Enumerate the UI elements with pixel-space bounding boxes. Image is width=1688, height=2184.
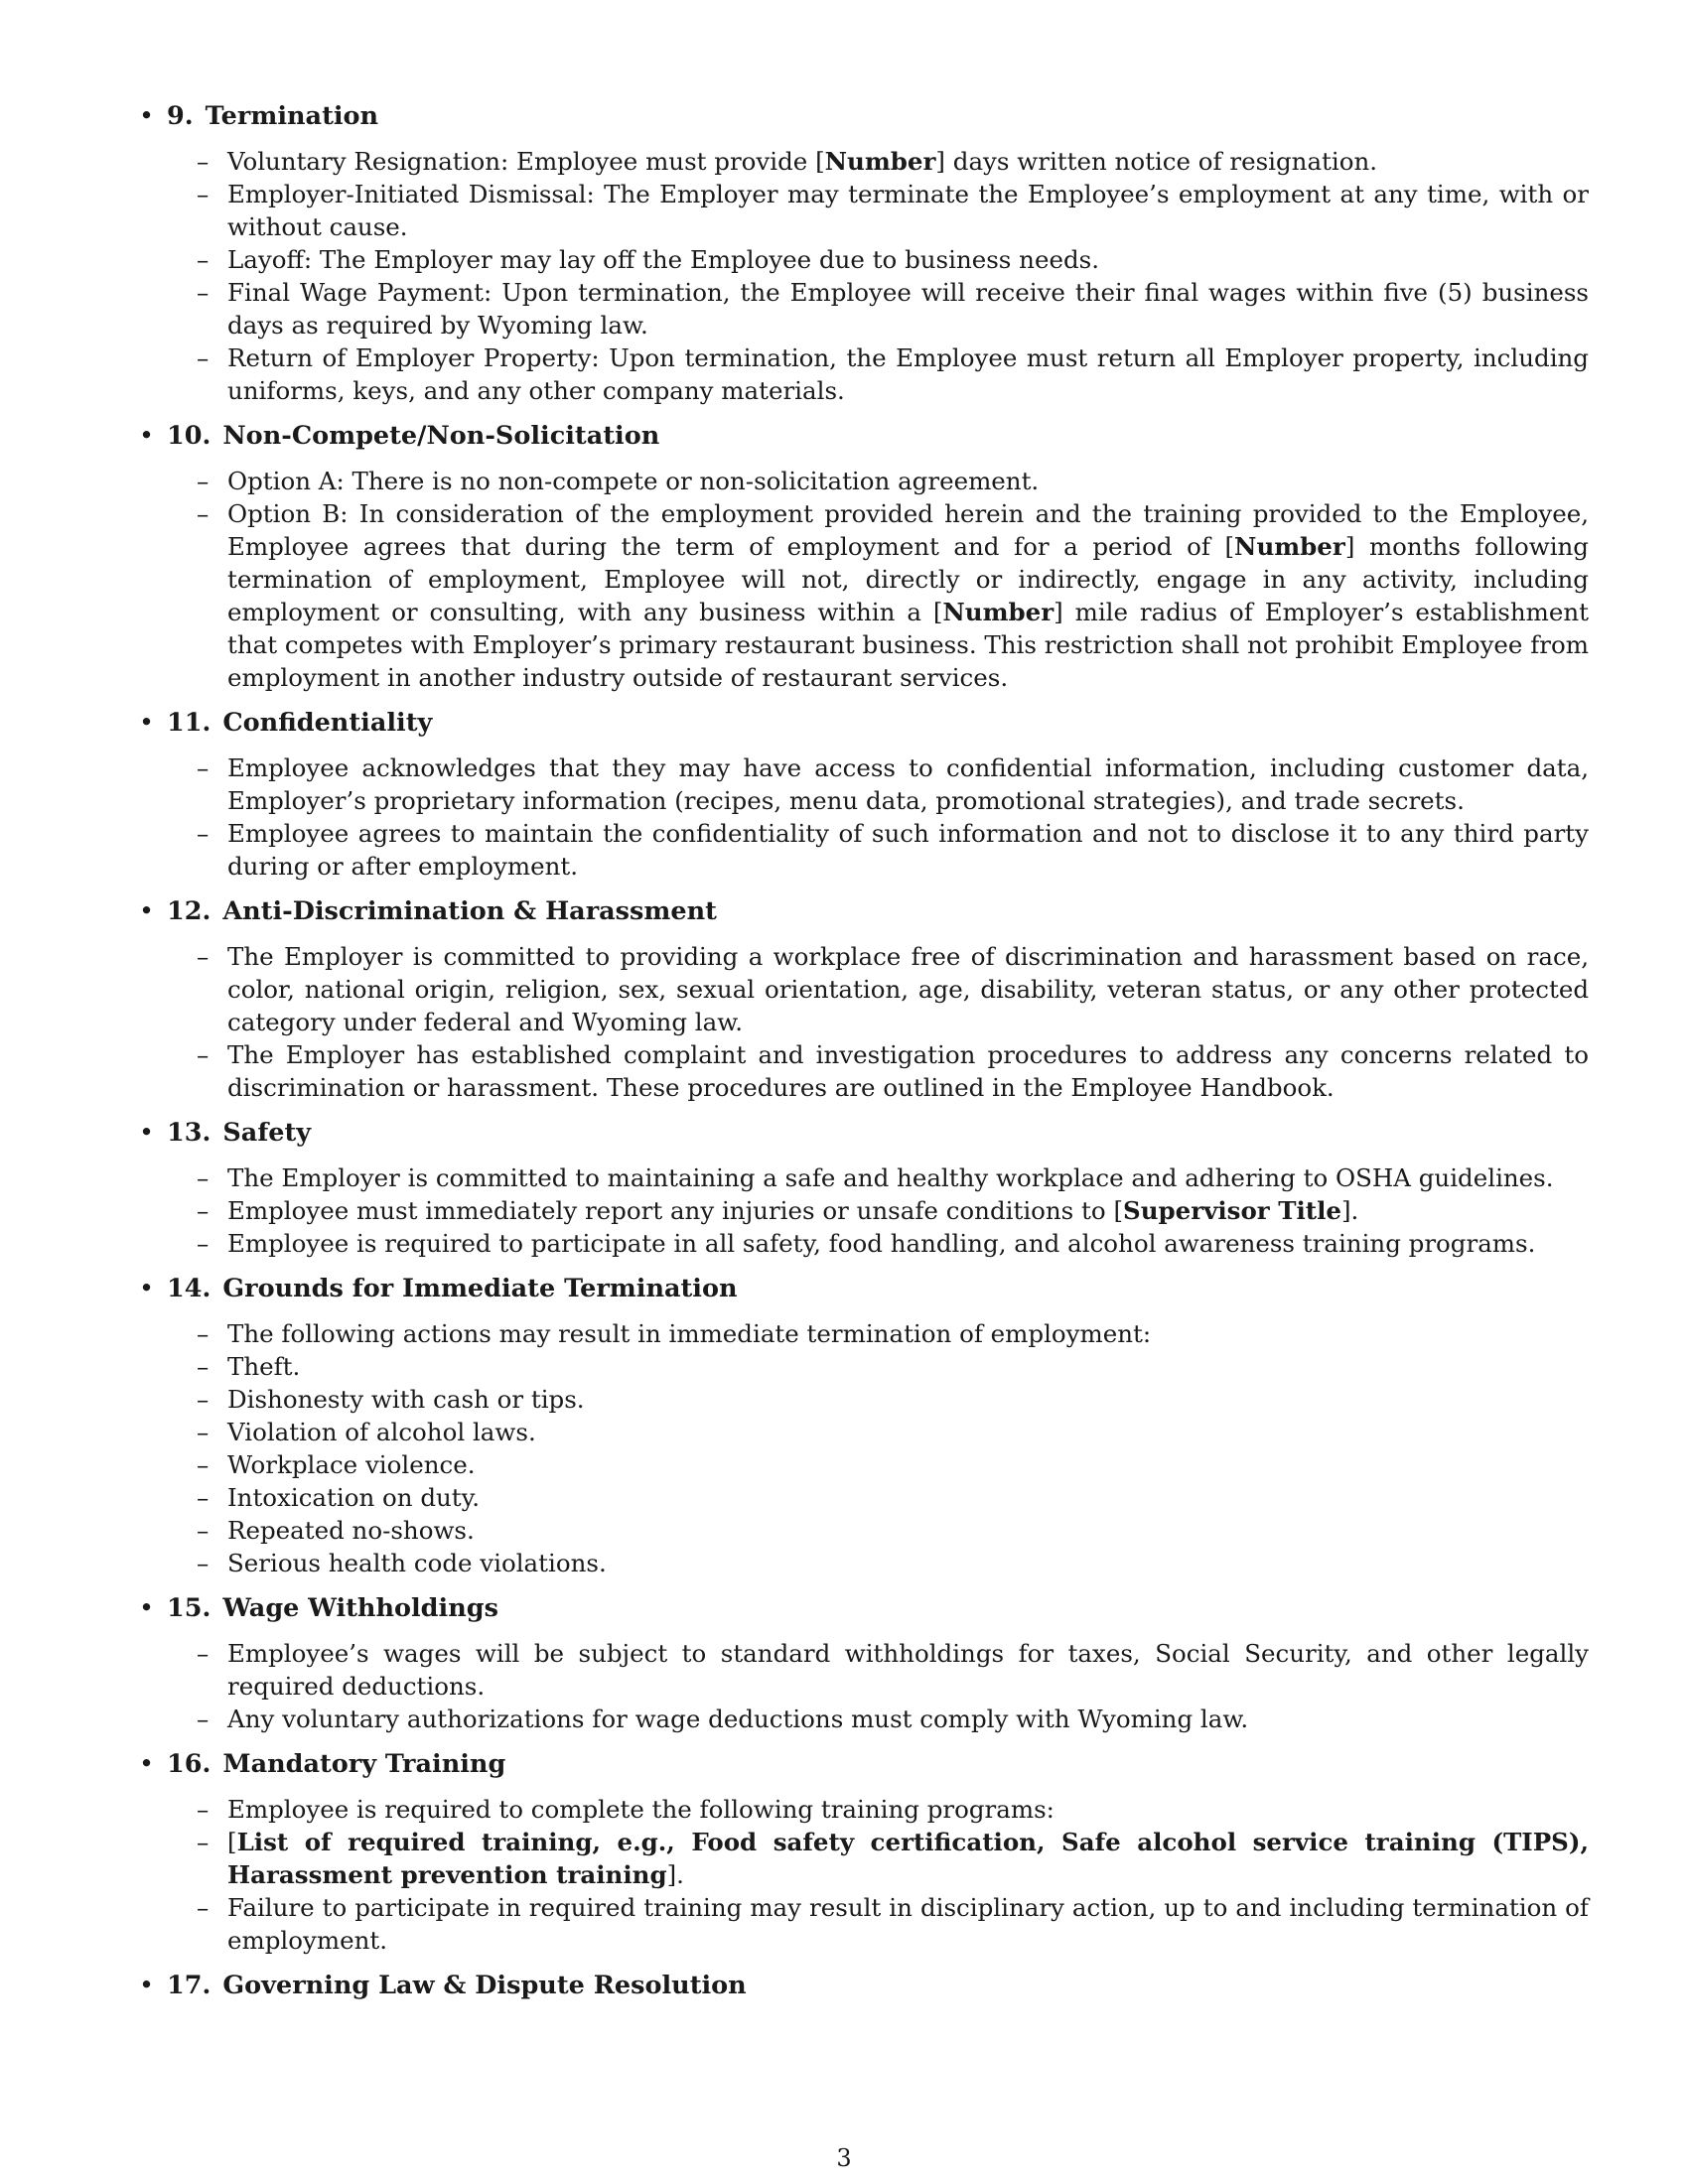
- section-title: Safety: [222, 1118, 312, 1148]
- bullet-icon: •: [139, 708, 155, 738]
- dash-icon: –: [197, 1639, 210, 1668]
- section-title: Termination: [205, 101, 379, 131]
- document-page: [139, 99, 1589, 2014]
- dash-icon: –: [197, 1040, 210, 1069]
- section-heading: [139, 419, 1589, 453]
- section-heading: [139, 1969, 1589, 2002]
- dash-icon: –: [197, 180, 210, 208]
- item-text: Employee is required to participate in all safety, food handling, and alcohol awareness training programs.: [227, 1229, 1536, 1258]
- item-text: Intoxication on duty.: [227, 1483, 481, 1512]
- section-title: Grounds for Immediate Termination: [222, 1274, 738, 1303]
- item-text: ].: [1341, 1196, 1359, 1225]
- section-heading: [139, 99, 1589, 133]
- list-item: [139, 1383, 1589, 1416]
- section-title: Governing Law & Dispute Resolution: [222, 1971, 747, 2000]
- section-title: Wage Withholdings: [222, 1593, 498, 1623]
- bullet-icon: •: [139, 421, 155, 451]
- section-number: 13.: [167, 1118, 211, 1148]
- dash-icon: –: [197, 1196, 210, 1225]
- dash-icon: –: [197, 1705, 210, 1733]
- dash-icon: –: [197, 147, 210, 176]
- item-text: Theft.: [227, 1352, 301, 1381]
- list-item: [139, 178, 1589, 243]
- item-text: [: [1113, 1196, 1123, 1225]
- bullet-icon: •: [139, 101, 155, 131]
- section: [139, 1747, 1589, 1957]
- section-number: 17.: [167, 1971, 211, 2000]
- list-item: [139, 1793, 1589, 1826]
- list-item: [139, 1826, 1589, 1891]
- dash-icon: –: [197, 1795, 210, 1824]
- section-heading: [139, 1116, 1589, 1150]
- list-item: [139, 751, 1589, 817]
- item-text: [: [1224, 532, 1235, 561]
- list-item: [139, 940, 1589, 1038]
- list-item: [139, 465, 1589, 497]
- dash-icon: –: [197, 1450, 210, 1479]
- placeholder-field: List of required training, e.g., Food safety certification, Safe alcohol service training (TIPS), Harassment prevention training: [227, 1828, 1589, 1889]
- item-text: Serious health code violations.: [227, 1549, 607, 1577]
- item-text: Layoff: The Employer may lay off the Employee due to business needs.: [227, 245, 1099, 274]
- dash-icon: –: [197, 1828, 210, 1856]
- placeholder-field: Number: [824, 147, 936, 176]
- section: [139, 419, 1589, 694]
- item-text: Workplace violence.: [227, 1450, 476, 1479]
- dash-icon: –: [197, 278, 210, 307]
- section-title: Non-Compete/Non-Solicitation: [222, 421, 660, 451]
- item-text: Any voluntary authorizations for wage deductions must comply with Wyoming law.: [227, 1705, 1249, 1733]
- item-text: [: [932, 598, 943, 626]
- section-heading: [139, 706, 1589, 740]
- section-number: 10.: [167, 421, 211, 451]
- dash-icon: –: [197, 753, 210, 782]
- section: [139, 1969, 1589, 2002]
- section-number: 16.: [167, 1749, 211, 1779]
- item-list: [139, 940, 1589, 1104]
- item-text: Final Wage Payment: Upon termination, the Employee will receive their final wages within five (5) business days as required by Wyoming law.: [227, 278, 1589, 340]
- item-list: [139, 145, 1589, 407]
- dash-icon: –: [197, 1163, 210, 1192]
- list-item: [139, 243, 1589, 276]
- item-text: Dishonesty with cash or tips.: [227, 1385, 585, 1414]
- item-list: [139, 751, 1589, 883]
- item-list: [139, 1793, 1589, 1957]
- item-text: Employer-Initiated Dismissal: The Employer may terminate the Employee’s employment at any time, with or without cause.: [227, 180, 1589, 241]
- dash-icon: –: [197, 1893, 210, 1922]
- item-list: [139, 465, 1589, 694]
- list-item: [139, 817, 1589, 883]
- item-text: Voluntary Resignation: Employee must provide: [227, 147, 816, 176]
- item-list: [139, 1161, 1589, 1260]
- section-title: Anti-Discrimination & Harassment: [222, 896, 717, 926]
- item-text: ] days written notice of resignation.: [935, 147, 1378, 176]
- bullet-icon: •: [139, 1274, 155, 1303]
- list-item: [139, 1194, 1589, 1227]
- section-number: 11.: [167, 708, 211, 738]
- section-heading: [139, 894, 1589, 928]
- bullet-icon: •: [139, 1971, 155, 2000]
- list-item: [139, 1227, 1589, 1260]
- section: [139, 1272, 1589, 1579]
- section-number: 12.: [167, 896, 211, 926]
- list-item: [139, 145, 1589, 178]
- page-number: 3: [836, 2144, 852, 2172]
- section: [139, 1591, 1589, 1735]
- list-item: [139, 1514, 1589, 1547]
- dash-icon: –: [197, 1229, 210, 1258]
- list-item: [139, 1038, 1589, 1104]
- list-item: [139, 1891, 1589, 1957]
- item-text: Violation of alcohol laws.: [227, 1418, 536, 1446]
- item-text: [: [815, 147, 825, 176]
- dash-icon: –: [197, 1483, 210, 1512]
- placeholder-field: Supervisor Title: [1123, 1196, 1341, 1225]
- item-text: Option B: In consideration of the employment provided herein and the training provided to the Employee, Employee agrees that during the term of employment and for a period of: [227, 499, 1589, 561]
- section: [139, 1116, 1589, 1260]
- item-text: Employee’s wages will be subject to standard withholdings for taxes, Social Security, and other legally required deductions.: [227, 1639, 1589, 1701]
- list-item: [139, 276, 1589, 341]
- dash-icon: –: [197, 942, 210, 971]
- bullet-icon: •: [139, 1118, 155, 1148]
- dash-icon: –: [197, 467, 210, 495]
- dash-icon: –: [197, 1516, 210, 1545]
- item-text: The Employer is committed to providing a workplace free of discrimination and harassment based on race, color, national origin, religion, sex, sexual orientation, age, disability, veteran status, or any other protected category under federal and Wyoming law.: [227, 942, 1589, 1036]
- item-text: The following actions may result in immediate termination of employment:: [227, 1319, 1152, 1348]
- bullet-icon: •: [139, 1749, 155, 1779]
- item-text: Employee is required to complete the following training programs:: [227, 1795, 1055, 1824]
- section-heading: [139, 1591, 1589, 1625]
- placeholder-field: Number: [1234, 532, 1345, 561]
- list-item: [139, 1416, 1589, 1448]
- item-text: The Employer has established complaint and investigation procedures to address any concerns related to discrimination or harassment. These procedures are outlined in the Employee Handbook.: [227, 1040, 1589, 1102]
- list-item: [139, 1448, 1589, 1481]
- item-text: ].: [666, 1860, 684, 1889]
- dash-icon: –: [197, 1418, 210, 1446]
- list-item: [139, 1481, 1589, 1514]
- list-item: [139, 497, 1589, 694]
- item-text: Repeated no-shows.: [227, 1516, 475, 1545]
- section: [139, 706, 1589, 883]
- list-item: [139, 1161, 1589, 1194]
- item-text: [: [227, 1828, 237, 1856]
- list-item: [139, 1547, 1589, 1579]
- placeholder-field: Number: [942, 598, 1055, 626]
- item-text: Return of Employer Property: Upon termination, the Employee must return all Employer property, including uniforms, keys, and any other company materials.: [227, 343, 1589, 405]
- dash-icon: –: [197, 499, 210, 528]
- section-number: 15.: [167, 1593, 211, 1623]
- bullet-icon: •: [139, 1593, 155, 1623]
- dash-icon: –: [197, 1549, 210, 1577]
- section: [139, 99, 1589, 407]
- section-number: 14.: [167, 1274, 211, 1303]
- list-item: [139, 1350, 1589, 1383]
- list-item: [139, 1703, 1589, 1735]
- dash-icon: –: [197, 819, 210, 848]
- section-number: 9.: [167, 101, 194, 131]
- item-text: Employee agrees to maintain the confidentiality of such information and not to disclose it to any third party during or after employment.: [227, 819, 1589, 881]
- item-list: [139, 1637, 1589, 1735]
- section-heading: [139, 1272, 1589, 1305]
- item-list: [139, 1317, 1589, 1579]
- item-text: Employee must immediately report any injuries or unsafe conditions to: [227, 1196, 1114, 1225]
- dash-icon: –: [197, 1385, 210, 1414]
- item-text: Option A: There is no non-compete or non-solicitation agreement.: [227, 467, 1040, 495]
- item-text: Failure to participate in required training may result in disciplinary action, up to and including termination of employment.: [227, 1893, 1589, 1955]
- bullet-icon: •: [139, 896, 155, 926]
- dash-icon: –: [197, 1319, 210, 1348]
- dash-icon: –: [197, 1352, 210, 1381]
- list-item: [139, 1637, 1589, 1703]
- section-title: Confidentiality: [222, 708, 433, 738]
- item-text: ] mile radius of Employer’s establishment that competes with Employer’s primary restaurant business. This restriction shall not prohibit Employee from employment in another industry outside of restaurant services.: [227, 598, 1590, 692]
- item-text: ] months following termination of employment, Employee will not, directly or indirectly, engage in any activity, including employment or consulting, with any business within a: [227, 532, 1589, 626]
- dash-icon: –: [197, 245, 210, 274]
- item-text: The Employer is committed to maintaining a safe and healthy workplace and adhering to OSHA guidelines.: [227, 1163, 1554, 1192]
- dash-icon: –: [197, 343, 210, 372]
- section-heading: [139, 1747, 1589, 1781]
- list-item: [139, 1317, 1589, 1350]
- list-item: [139, 341, 1589, 407]
- section-title: Mandatory Training: [222, 1749, 506, 1779]
- section: [139, 894, 1589, 1104]
- item-text: Employee acknowledges that they may have access to confidential information, including customer data, Employer’s proprietary information (recipes, menu data, promotional strategies), and trade secrets.: [227, 753, 1589, 815]
